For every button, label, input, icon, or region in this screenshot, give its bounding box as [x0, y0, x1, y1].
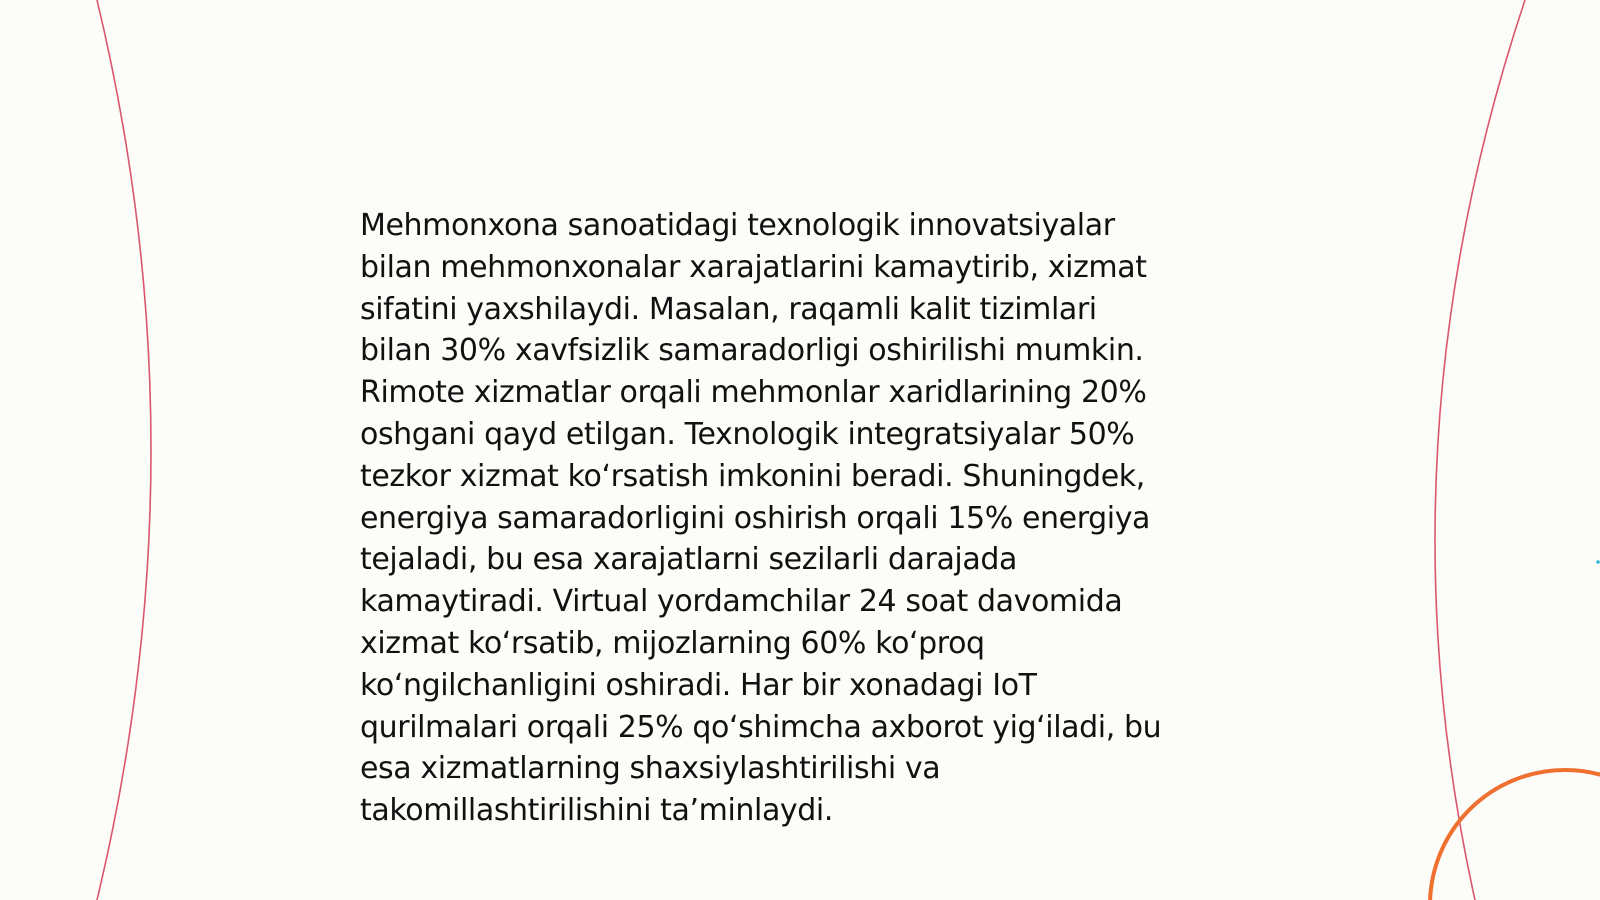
orange-circle-accent [1430, 770, 1600, 900]
body-text: Mehmonxona sanoatidagi texnologik innovatsiyalar bilan mehmonxonalar xarajatlarini kamaytirib, xizmat sifatini yaxshilaydi. Masalan, raqamli kalit tizimlari bilan 30% xavfsizlik samaradorligi oshirilishi mumkin. Rimote xizmatlar orqali mehmonlar xaridlarining 20% oshgani qayd etilgan. Texnologik integratsiyalar 50% tezkor xizmat koʻrsatish imkonini beradi. Shuningdek, energiya samaradorligini oshirish orqali 15% energiya tejaladi, bu esa xarajatlarni sezilarli darajada kamaytiradi. Virtual yordamchilar 24 soat davomida xizmat koʻrsatib, mijozlarning 60% koʻproq koʻngilchanligini oshiradi. Har bir xonadagi IoT qurilmalari orqali 25% qoʻshimcha axborot yigʻiladi, bu esa xizmatlarning shaxsiylashtirilishi va takomillashtirilishini taʼminlaydi. [360, 208, 1162, 829]
right-curve-line [1435, 0, 1525, 900]
blue-dot-accent [1596, 560, 1600, 564]
left-curve-line [97, 0, 151, 900]
